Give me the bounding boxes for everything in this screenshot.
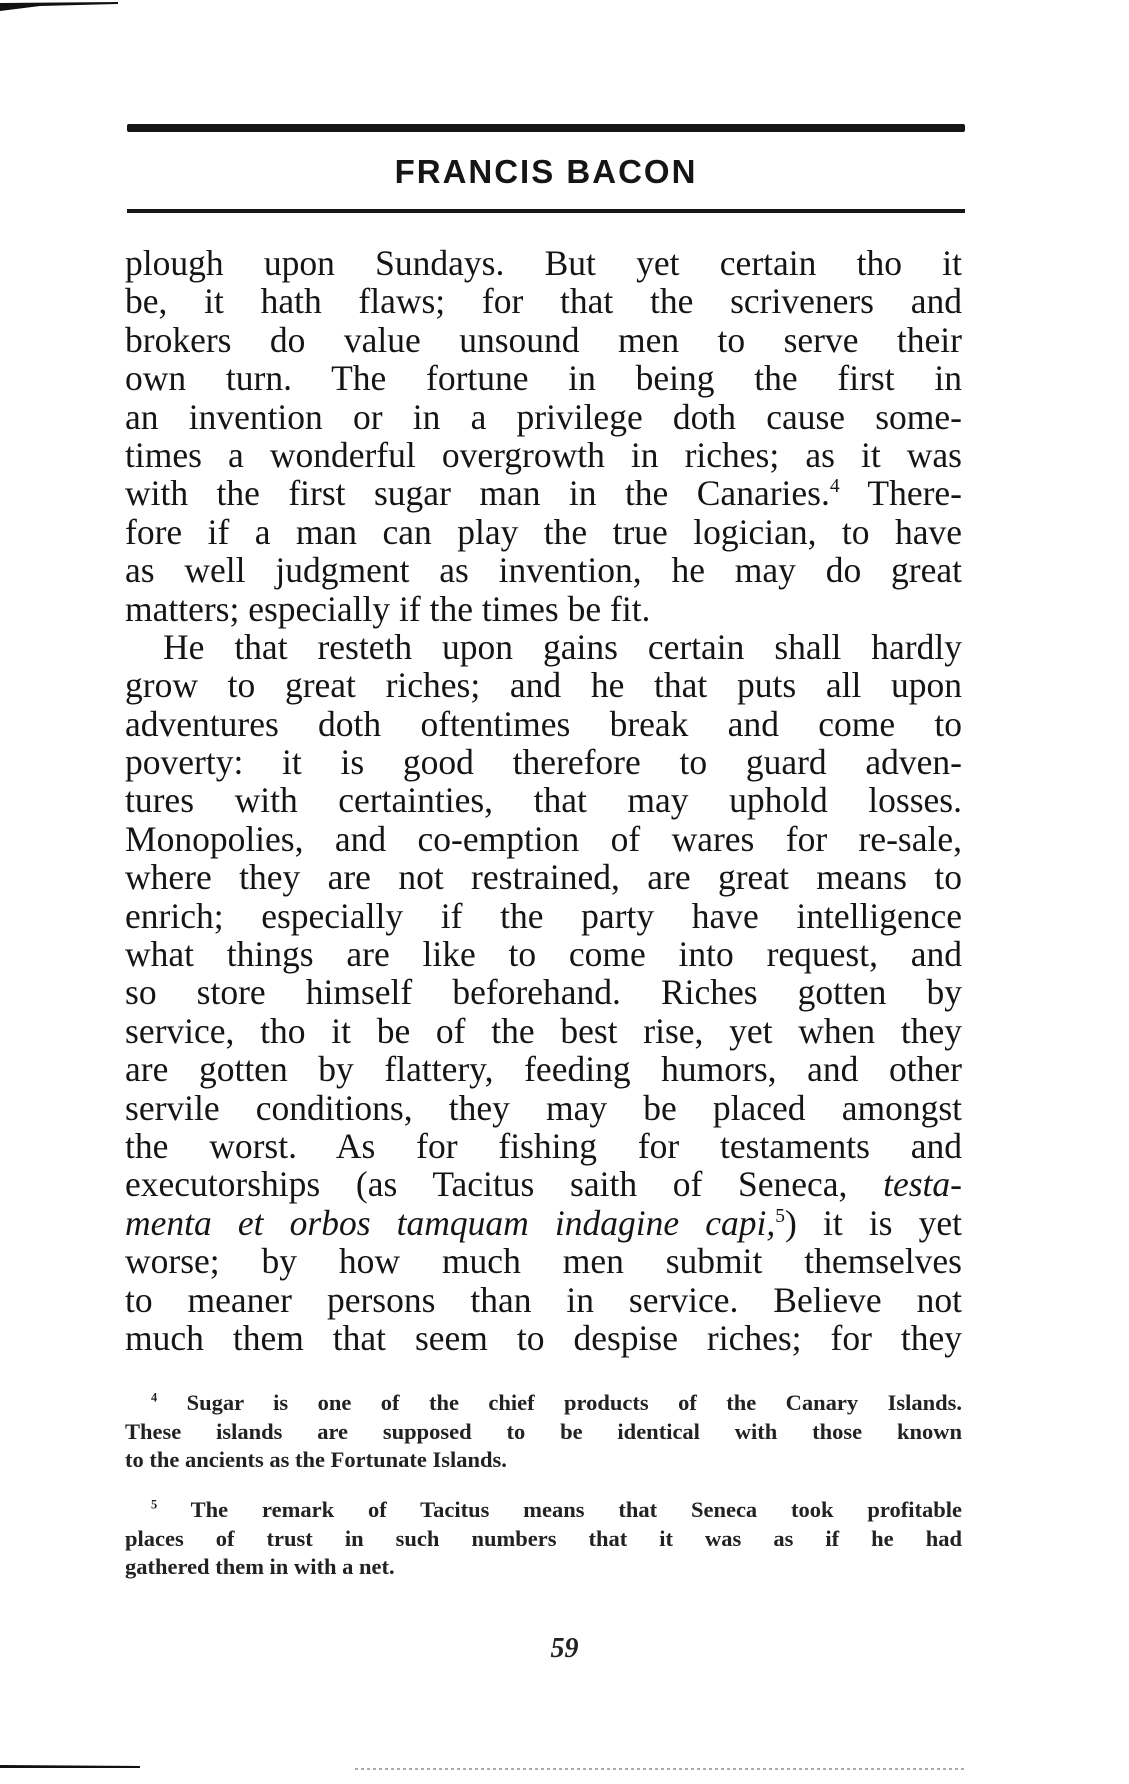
corner-scan-mark bbox=[0, 0, 120, 14]
footnote-reference: 4 bbox=[829, 476, 840, 498]
running-head: FRANCIS BACON bbox=[394, 153, 698, 190]
text-line: plough upon Sundays. But yet certain tho it bbox=[125, 243, 962, 283]
text-line: the worst. As for fishing for testaments and bbox=[125, 1125, 962, 1166]
text-line: as well judgment as invention, he may do great bbox=[125, 550, 962, 591]
text-line: tures with certainties, that may uphold losses. bbox=[125, 780, 962, 821]
footnote-mark: 5 bbox=[151, 1497, 158, 1512]
text-line: servile conditions, they may be placed amongst bbox=[125, 1087, 962, 1128]
text-line: poverty: it is good therefore to guard adven- bbox=[125, 742, 962, 783]
header-rule-top bbox=[127, 124, 965, 132]
text-segment: executorships (as Tacitus saith of Seneca, bbox=[125, 1164, 884, 1205]
text-line: grow to great riches; and he that puts all upon bbox=[125, 665, 962, 706]
text-line: He that resteth upon gains certain shall hardly bbox=[163, 626, 962, 667]
text-segment: with the first sugar man in the Canaries. bbox=[125, 473, 830, 514]
header-rule-bottom bbox=[127, 209, 965, 213]
footnote-line bbox=[125, 1389, 962, 1418]
text-line: Monopolies, and co-emption of wares for re-sale, bbox=[125, 818, 962, 859]
text-line: are gotten by flattery, feeding humors, and other bbox=[125, 1049, 962, 1090]
text-line: enrich; especially if the party have intelligence bbox=[125, 895, 962, 936]
text-line bbox=[125, 474, 962, 512]
body-text bbox=[125, 244, 962, 1357]
footnote-line bbox=[125, 1496, 962, 1525]
text-line bbox=[125, 1204, 962, 1242]
text-line: brokers do value unsound men to serve their bbox=[125, 319, 962, 360]
text-line bbox=[125, 1165, 962, 1203]
text-line: what things are like to come into request, and bbox=[125, 934, 962, 975]
text-line: own turn. The fortune in being the first in bbox=[125, 358, 962, 399]
text-line: fore if a man can play the true logician, to have bbox=[125, 511, 962, 552]
latin-quote: menta et orbos tamquam indagine capi, bbox=[125, 1202, 776, 1243]
text-line: matters; especially if the times be fit. bbox=[125, 588, 651, 629]
text-line: where they are not restrained, are great means to bbox=[125, 857, 962, 898]
footnote-line: gathered them in with a net. bbox=[125, 1554, 395, 1579]
text-line: times a wonderful overgrowth in riches; as it was bbox=[125, 434, 962, 475]
footnote-5 bbox=[125, 1496, 962, 1582]
footnote-line: places of trust in such numbers that it was as if he had bbox=[125, 1525, 962, 1551]
text-line: so store himself beforehand. Riches gotten by bbox=[125, 972, 962, 1013]
footnote-mark: 4 bbox=[151, 1390, 158, 1405]
text-line: an invention or in a privilege doth cause some- bbox=[125, 396, 962, 437]
footnote-line: to the ancients as the Fortunate Islands. bbox=[125, 1447, 507, 1472]
text-line: service, tho it be of the best rise, yet when they bbox=[125, 1010, 962, 1051]
bottom-scan-mark bbox=[0, 1762, 1129, 1772]
text-segment: ) it is yet bbox=[785, 1202, 962, 1243]
text-line: adventures doth oftentimes break and come to bbox=[125, 703, 962, 744]
latin-quote: testa- bbox=[883, 1164, 962, 1205]
page-number: 59 bbox=[550, 1633, 579, 1664]
footnote-text: Sugar is one of the chief products of the Canary Islands. bbox=[186, 1390, 963, 1415]
text-segment: There- bbox=[839, 473, 962, 514]
text-line: to meaner persons than in service. Believe not bbox=[125, 1279, 962, 1320]
footnote-text: The remark of Tacitus means that Seneca took profitable bbox=[190, 1497, 963, 1522]
footnote-4 bbox=[125, 1389, 962, 1475]
footnote-reference: 5 bbox=[775, 1205, 786, 1227]
text-line: much them that seem to despise riches; for they bbox=[125, 1317, 962, 1358]
text-line: worse; by how much men submit themselves bbox=[125, 1241, 962, 1282]
text-line: be, it hath flaws; for that the scriveners and bbox=[125, 281, 962, 322]
footnote-line: These islands are supposed to be identical with those known bbox=[125, 1418, 962, 1444]
